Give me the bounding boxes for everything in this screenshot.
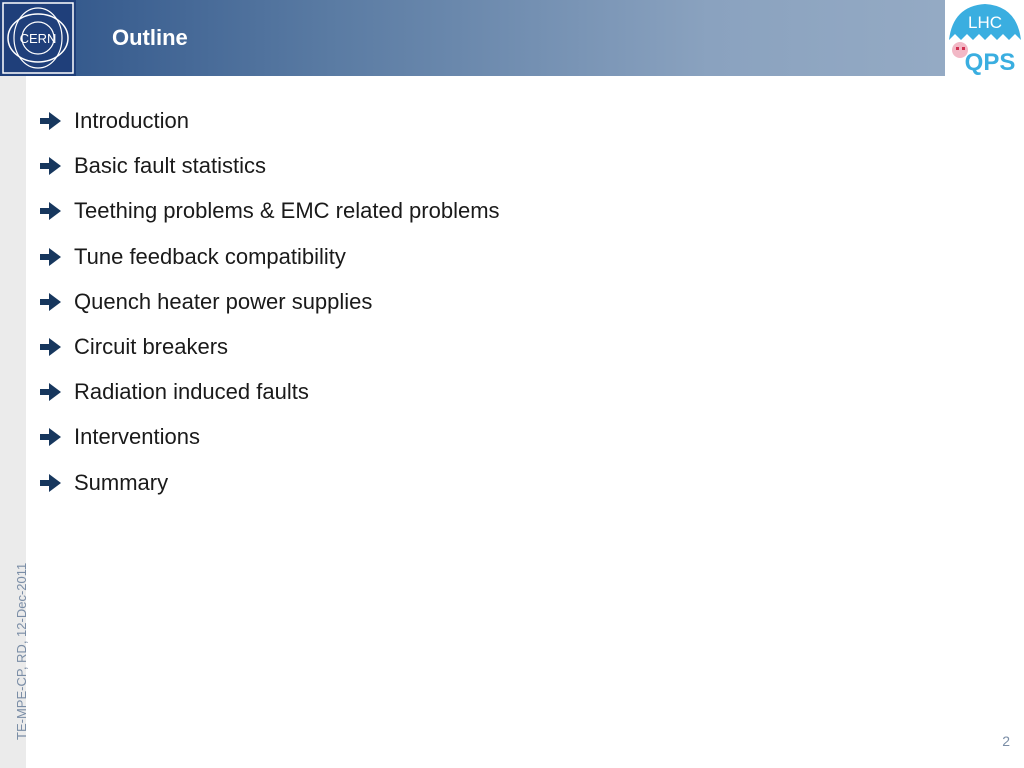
cern-logo bbox=[0, 0, 76, 76]
svg-text:CERN: CERN bbox=[19, 31, 57, 46]
list-item bbox=[38, 424, 500, 469]
list-item bbox=[38, 470, 500, 515]
list-item-label: Summary bbox=[74, 469, 169, 495]
right-arrow-icon bbox=[38, 244, 74, 267]
list-item-label: Basic fault statistics bbox=[74, 153, 266, 179]
right-arrow-icon bbox=[38, 334, 74, 357]
lhc-qps-logo bbox=[945, 0, 1024, 77]
list-item-label: Circuit breakers bbox=[74, 333, 229, 359]
list-item bbox=[38, 289, 500, 334]
right-arrow-icon bbox=[38, 198, 74, 221]
list-item-label: Teething problems & EMC related problems bbox=[74, 198, 500, 224]
right-arrow-icon bbox=[38, 289, 74, 312]
right-arrow-icon bbox=[38, 424, 74, 447]
list-item bbox=[38, 108, 500, 153]
footer-side-text: TE-MPE-CP, RD, 12-Dec-2011 bbox=[14, 562, 29, 740]
slide-header bbox=[0, 0, 945, 76]
right-arrow-icon bbox=[38, 379, 74, 402]
list-item bbox=[38, 198, 500, 243]
list-item-label: Tune feedback compatibility bbox=[74, 243, 346, 269]
outline-list bbox=[38, 108, 500, 515]
list-item bbox=[38, 244, 500, 289]
list-item-label: Radiation induced faults bbox=[74, 379, 309, 405]
list-item bbox=[38, 153, 500, 198]
page-number: 2 bbox=[1002, 733, 1010, 749]
list-item bbox=[38, 379, 500, 424]
right-arrow-icon bbox=[38, 470, 74, 493]
list-item-label: Interventions bbox=[74, 424, 200, 450]
slide-title: Outline bbox=[112, 25, 188, 50]
list-item-label: Quench heater power supplies bbox=[74, 288, 373, 314]
right-arrow-icon bbox=[38, 108, 74, 131]
list-item-label: Introduction bbox=[74, 108, 189, 133]
list-item bbox=[38, 334, 500, 379]
svg-text:QPS: QPS bbox=[964, 49, 1016, 76]
right-arrow-icon bbox=[38, 153, 74, 176]
svg-text:LHC: LHC bbox=[967, 13, 1003, 32]
